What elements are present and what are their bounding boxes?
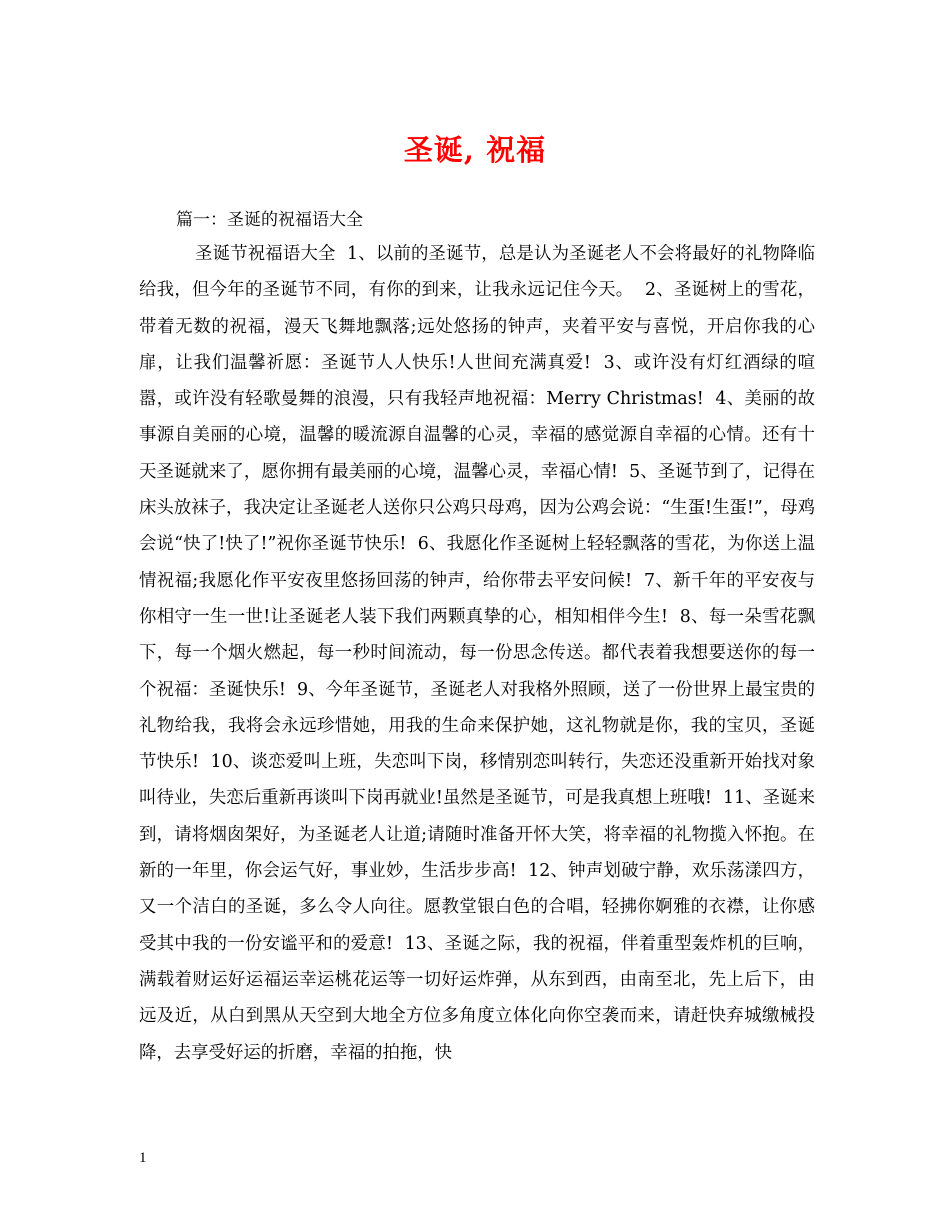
page-number: 1 [139,1150,147,1166]
section-heading: 篇一：圣诞的祝福语大全 [176,210,363,230]
document-title: 圣诞, 祝福 [403,133,547,167]
body-paragraph: 圣诞节祝福语大全 1、以前的圣诞节，总是认为圣诞老人不会将最好的礼物降临给我，但今年的圣诞节不同，有你的到来，让我永远记住今天。 2、圣诞树上的雪花，带着无数的祝福，漫天飞舞地飘落;远处悠扬的钟声，夹着平安与喜悦，开启你我的心扉，让我们温馨祈愿：圣诞节人人快乐!人世间充满真爱! 3、或许没有灯红酒绿的喧嚣，或许没有轻歌曼舞的浪漫，只有我轻声地祝福：Merry Christmas! 4、美丽的故事源自美丽的心境，温馨的暖流源自温馨的心灵，幸福的感觉源自幸福的心情。还有十天圣诞就来了，愿你拥有最美丽的心境，温馨心灵，幸福心情! 5、圣诞节到了，记得在床头放袜子，我决定让圣诞老人送你只公鸡只母鸡，因为公鸡会说：“生蛋!生蛋!”，母鸡会说“快了!快了!”祝你圣诞节快乐! 6、我愿化作圣诞树上轻轻飘落的雪花，为你送上温情祝福;我愿化作平安夜里悠扬回荡的钟声，给你带去平安问候! 7、新千年的平安夜与你相守一生一世!让圣诞老人装下我们两颗真挚的心，相知相伴今生! 8、每一朵雪花飘下，每一个烟火燃起，每一秒时间流动，每一份思念传送。都代表着我想要送你的每一个祝福：圣诞快乐! 9、今年圣诞节，圣诞老人对我格外照顾，送了一份世界上最宝贵的礼物给我，我将会永远珍惜她，用我的生命来保护她，这礼物就是你，我的宝贝，圣诞节快乐! 10、谈恋爱叫上班，失恋叫下岗，移情别恋叫转行，失恋还没重新开始找对象叫待业，失恋后重新再谈叫下岗再就业!虽然是圣诞节，可是我真想上班哦! 11、圣诞来到，请将烟囱架好，为圣诞老人让道;请随时准备开怀大笑，将幸福的礼物揽入怀抱。在新的一年里，你会运气好，事业妙，生活步步高! 12、钟声划破宁静，欢乐荡漾四方，又一个洁白的圣诞，多么令人向往。愿教堂银白色的合唱，轻拂你婀雅的衣襟，让你感受其中我的一份安谧平和的爱意! 13、圣诞之际，我的祝福，伴着重型轰炸机的巨响，满载着财运好运福运幸运桃花运等一切好运炸弹，从东到西，由南至北，先上后下，由远及近，从白到黑从天空到大地全方位多角度立体化向你空袭而来，请赶快弃城缴械投降，去享受好运的折磨，幸福的拍拖，快 [139,244,815,1063]
